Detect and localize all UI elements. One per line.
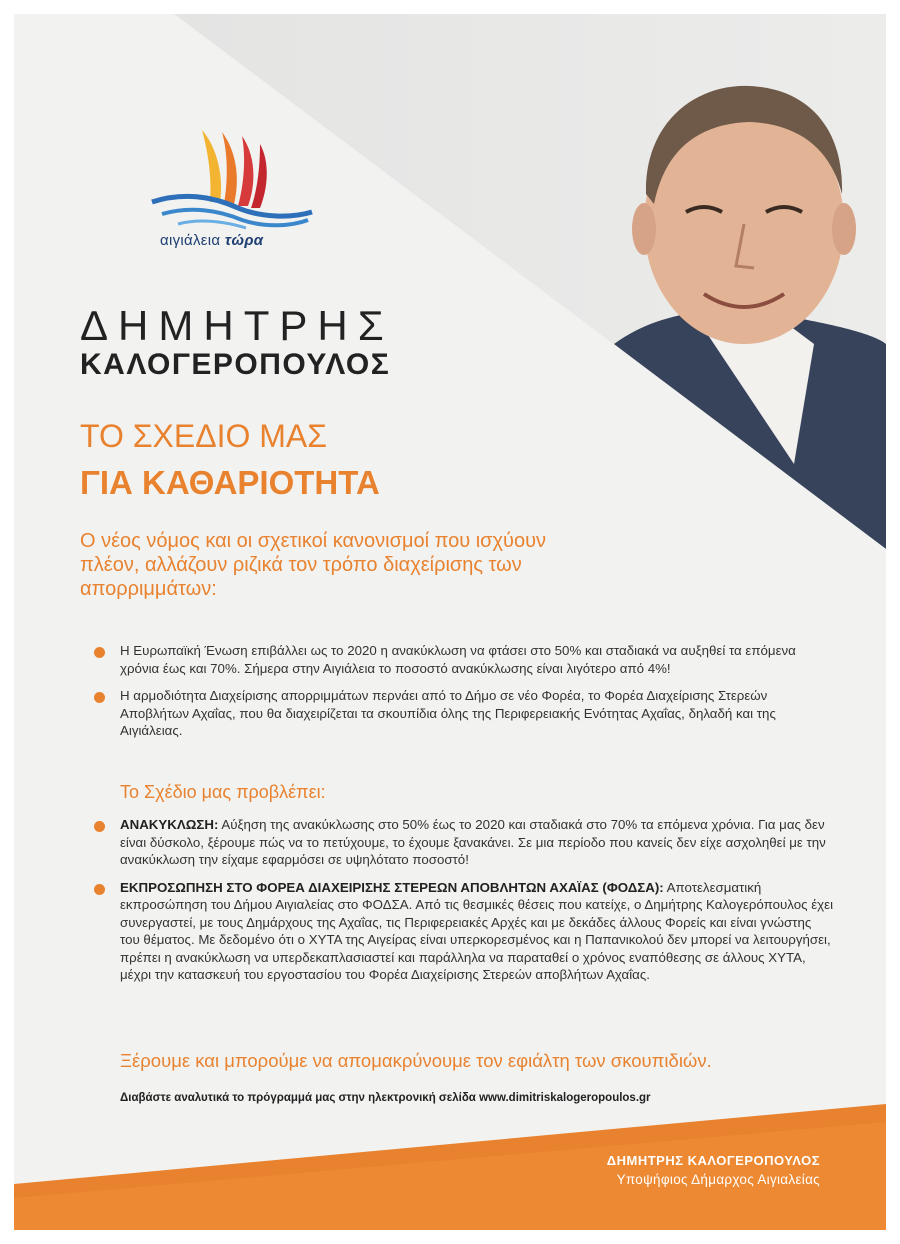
- flyer-page: [14, 14, 886, 1230]
- plan-item-text: Αποτελεσματική εκπροσώπηση του Δήμου Αιγιαλείας στο ΦΟΔΣΑ. Από τις θεσμικές θέσεις που κατείχε, ο Δημήτρης Καλογερόπουλος έχει συνεργαστεί, με τους Δημάρχους της Αχαΐας, τις Περιφερειακές Αρχές και με δεκάδες άλλους Φορείς και είναι γνώστης του θέματος. Με δεδομένο ότι ο ΧΥΤΑ της Αιγείρας είναι υπερκορεσμένος και η Παπανικολού δεν μπορεί να λειτουργήσει, πρέπει η ανακύκλωση να υπερδεκαπλασιαστεί και παράλληλα να παραταθεί ο χρόνος εναπόθεσης σε άλλους ΧΥΤΑ, μέχρι την κατασκευή του εργοστασίου του Φορέα Διαχείρισης Στερεών αποβλήτων Αχαΐας.: [120, 879, 834, 982]
- candidate-last-name: ΚΑΛΟΓΕΡΟΠΟΥΛΟΣ: [80, 348, 391, 381]
- closing-statement: Ξέρουμε και μπορούμε να απομακρύνουμε τον εφιάλτη των σκουπιδιών.: [120, 1050, 712, 1071]
- logo-wordmark: αιγιάλεια τώρα: [160, 232, 264, 249]
- plan-heading: Το Σχέδιο μας προβλέπει:: [120, 782, 326, 802]
- plan-item-title: ΑΝΑΚΥΚΛΩΣΗ:: [120, 817, 219, 832]
- footer-candidate-name: ΔΗΜΗΤΡΗΣ ΚΑΛΟΓΕΡΟΠΟΥΛΟΣ: [606, 1153, 820, 1168]
- headline-line-1: ΤΟ ΣΧΕΔΙΟ ΜΑΣ: [80, 418, 328, 454]
- footer-candidate-role: Υποψήφιος Δήμαρχος Αιγιαλείας: [616, 1172, 820, 1187]
- footer-band: [14, 14, 886, 1230]
- fact-text: Η Ευρωπαϊκή Ένωση επιβάλλει ως το 2020 η ανακύκλωση να φτάσει στο 50% και σταδιακά να αυξηθεί τα επόμενα χρόνια έως και 70%. Σήμερα στην Αιγιάλεια το ποσοστό ανακύκλωσης είναι λιγότερο από 4%!: [120, 643, 796, 676]
- plan-item-title: ΕΚΠΡΟΣΩΠΗΣΗ ΣΤΟ ΦΟΡΕΑ ΔΙΑΧΕΙΡΙΣΗΣ ΣΤΕΡΕΩΝ ΑΠΟΒΛΗΤΩΝ ΑΧΑΪΑΣ (ΦΟΔΣΑ):: [120, 879, 664, 895]
- intro-paragraph: Ο νέος νόμος και οι σχετικοί κανονισμοί που ισχύουν πλέον, αλλάζουν ριζικά τον τρόπο διαχείρισης των απορριμμάτων:: [80, 530, 547, 600]
- website-line: Διαβάστε αναλυτικά το πρόγραμμά μας στην ηλεκτρονική σελίδα www.dimitriskalogeropoulos.gr: [120, 1092, 651, 1104]
- headline-line-2: ΓΙΑ ΚΑΘΑΡΙΟΤΗΤΑ: [80, 464, 380, 501]
- plan-item-text: Αύξηση της ανακύκλωσης στο 50% έως το 2020 και σταδιακά στο 70% τα επόμενα χρόνια. Για μας δεν είναι δύσκολο, ξέρουμε πώς να το πετύχουμε, το έχουμε ξανακάνει. Σε μια περίοδο που κανείς δεν είχε ασχοληθεί με την ανακύκλωση την είχαμε εφαρμόσει σε υψηλότατο ποσοστό!: [120, 817, 826, 867]
- fact-text: Η αρμοδιότητα Διαχείρισης απορριμμάτων περνάει από το Δήμο σε νέο Φορέα, το Φορέα Διαχείρισης Στερεών Αποβλήτων Αχαΐας, που θα διαχειρίζεται τα σκουπίδια όλης της Περιφερειακής Ενότητας Αχαΐας, δηλαδή και της Αιγιάλειας.: [120, 688, 776, 738]
- candidate-first-name: ΔΗΜΗΤΡΗΣ: [80, 302, 394, 349]
